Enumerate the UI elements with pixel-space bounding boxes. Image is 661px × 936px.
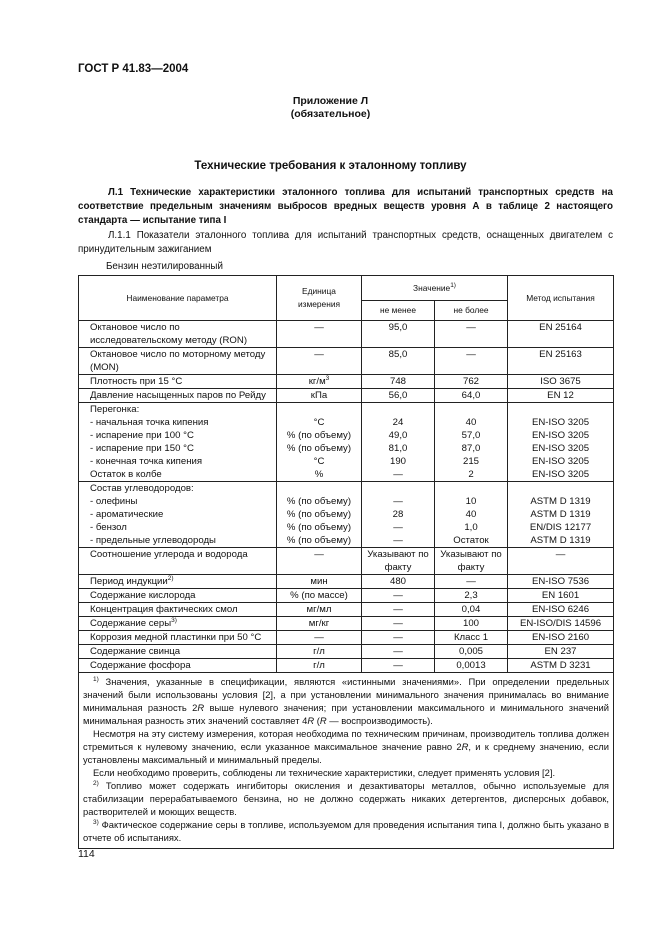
table-cell: Содержание свинца [79, 645, 277, 659]
table-cell: $кг/м^3$ [277, 375, 362, 389]
table-row-density [79, 375, 614, 389]
table-cell: Период индукции$^{2)}$ [79, 575, 277, 589]
table-cell: мг/мл [277, 603, 362, 617]
table-cell: Содержание кислорода [79, 589, 277, 603]
page-number: 114 [78, 848, 95, 860]
table-cell: 40 57,0 87,0 215 2 [435, 403, 508, 482]
table-cell: EN-ISO 6246 [508, 603, 614, 617]
table-row-gum [79, 603, 614, 617]
table-cell: — [435, 321, 508, 348]
clause-l1: Л.1 Технические характеристики эталонного топлива для испытаний транспортных средств на соответствие предельным значениям выбросов вредных веществ уровня А в таблице 2 настоящего стандарта — испытание типа I [78, 187, 613, 226]
table-cell: Класс 1 [435, 631, 508, 645]
fuel-spec-table [78, 275, 614, 849]
table-cell: 480 [362, 575, 435, 589]
table-row-oxygen [79, 589, 614, 603]
table-cell: Содержание фосфора [79, 659, 277, 673]
annex-subtitle: (обязательное) [290, 108, 371, 120]
table-cell: % (по объему) % (по объему) % (по объему) % (по объему) [277, 482, 362, 548]
table-cell: г/л [277, 659, 362, 673]
table-cell: 64,0 [435, 389, 508, 403]
table-cell: — [362, 603, 435, 617]
table-cell: Перегонка: - начальная точка кипения - испарение при 100 °С - испарение при 150 °С - конечная точка кипения Остаток в колбе [79, 403, 277, 482]
table-cell: — [362, 645, 435, 659]
table-cell: мин [277, 575, 362, 589]
table-cell: Указывают по факту [362, 548, 435, 575]
table-cell: 762 [435, 375, 508, 389]
table-cell: 2,3 [435, 589, 508, 603]
table-cell: EN 12 [508, 389, 614, 403]
table-row-copper [79, 631, 614, 645]
table-row-ron [79, 321, 614, 348]
clause-l11: Л.1.1 Показатели эталонного топлива для испытаний транспортных средств, оснащенных двигателем с принудительным зажиганием [78, 230, 613, 255]
table-row-induction [79, 575, 614, 589]
table-cell: 56,0 [362, 389, 435, 403]
table-cell: 85,0 [362, 348, 435, 375]
table-cell: 95,0 [362, 321, 435, 348]
table-cell: °С % (по объему) % (по объему) °С % [277, 403, 362, 482]
table-cell: 10 40 1,0 Остаток [435, 482, 508, 548]
table-cell: мг/кг [277, 617, 362, 631]
col-header-param: Наименование параметра [79, 276, 277, 321]
table-cell: — [508, 548, 614, 575]
table-cell: — [435, 348, 508, 375]
footnote-1-para-2: Несмотря на эту систему измерения, которая необходима по техническим причинам, производитель топлива должен стремиться к нулевому значению, если указанное максимальное значение равно 2R, и к среднему значению, если установлены максимальный и минимальный пределы. [83, 728, 610, 765]
table-cell: Содержание серы$^{3)}$ [79, 617, 277, 631]
col-header-max: не более [435, 301, 508, 321]
table-row-lead [79, 645, 614, 659]
table-cell: Октановое число по исследовательскому методу (RON) [79, 321, 277, 348]
table-cell: Коррозия медной пластинки при 50 °С [79, 631, 277, 645]
table-cell: — [362, 589, 435, 603]
table-cell: EN-ISO/DIS 14596 [508, 617, 614, 631]
table-cell: г/л [277, 645, 362, 659]
footnote-1-para-3: Если необходимо проверить, соблюдены ли технические характеристики, следует применять условия [2]. [93, 767, 556, 778]
table-row-mon [79, 348, 614, 375]
table-row-ratio [79, 548, 614, 575]
table-row-distillation [79, 403, 614, 482]
table-cell: Указывают по факту [435, 548, 508, 575]
table-cell: — [277, 548, 362, 575]
table-notes-row [79, 673, 614, 849]
table-cell: Плотность при 15 °С [79, 375, 277, 389]
table-footnotes [79, 673, 614, 849]
table-cell: EN 25163 [508, 348, 614, 375]
table-row-sulfur [79, 617, 614, 631]
table-cell: Октановое число по моторному методу (MON) [79, 348, 277, 375]
table-cell: EN-ISO 7536 [508, 575, 614, 589]
table-cell: — 28 — — [362, 482, 435, 548]
table-cell: ASTM D 1319 ASTM D 1319 EN/DIS 12177 ASTM D 1319 [508, 482, 614, 548]
table-cell: EN 1601 [508, 589, 614, 603]
table-cell: Концентрация фактических смол [79, 603, 277, 617]
table-cell: Состав углеводородов: - олефины - ароматические - бензол - предельные углеводороды [79, 482, 277, 548]
table-row-reid [79, 389, 614, 403]
col-header-unit: Единица измерения [277, 276, 362, 321]
col-header-value: Значение$^{1)}$ [362, 276, 508, 301]
table-cell: 24 49,0 81,0 190 — [362, 403, 435, 482]
col-header-method: Метод испытания [508, 276, 614, 321]
table-cell: — [277, 348, 362, 375]
table-cell: — [435, 575, 508, 589]
table-cell: — [362, 617, 435, 631]
table-cell: 748 [362, 375, 435, 389]
table-cell: % (по массе) [277, 589, 362, 603]
table-cell: EN-ISO 3205 EN-ISO 3205 EN-ISO 3205 EN-ISO 3205 EN-ISO 3205 [508, 403, 614, 482]
footnote-3: $^{3)}$ Фактическое содержание серы в топливе, используемом для проведения испытания типа I, должно быть указано в отчете об испытаниях. [83, 819, 610, 843]
table-row-phosphorus [79, 659, 614, 673]
table-row-hydrocarbons [79, 482, 614, 548]
table-cell: ISO 3675 [508, 375, 614, 389]
document-header-code: ГОСТ Р 41.83—2004 [78, 63, 189, 75]
col-header-min: не менее [362, 301, 435, 321]
table-cell: — [277, 321, 362, 348]
table-cell: 0,005 [435, 645, 508, 659]
footnote-2: $^{2)}$ Топливо может содержать ингибиторы окисления и дезактиваторы металлов, обычно используемые для стабилизации перерабатываемого бензина, но не должно содержать никаких детергентов, дисперсных добавок, растворителей и моющих веществ. [83, 780, 610, 817]
table-cell: — [362, 631, 435, 645]
table-cell: Давление насыщенных паров по Рейду [79, 389, 277, 403]
table-cell: 0,04 [435, 603, 508, 617]
table-cell: кПа [277, 389, 362, 403]
table-cell: Соотношение углерода и водорода [79, 548, 277, 575]
table-cell: EN 237 [508, 645, 614, 659]
fuel-name: Бензин неэтилированный [106, 261, 223, 272]
table-cell: — [362, 659, 435, 673]
table-cell: EN-ISO 2160 [508, 631, 614, 645]
table-cell: 100 [435, 617, 508, 631]
table-cell: ASTM D 3231 [508, 659, 614, 673]
annex-title: Приложение Л [292, 95, 369, 107]
table-cell: — [277, 631, 362, 645]
table-cell: EN 25164 [508, 321, 614, 348]
section-title: Технические требования к эталонному топливу [194, 160, 467, 172]
footnote-1: $^{1)}$ Значения, указанные в спецификации, являются «истинными значениями». При определении предельных значений были использованы условия [2], а при установлении минимального значения принималась во внимание минимальная разность 2R выше нулевого значения; при установлении максимального и минимального значений минимальная разность этих значений составляет 4R (R — воспроизводимость). [83, 676, 610, 726]
table-cell: 0,0013 [435, 659, 508, 673]
